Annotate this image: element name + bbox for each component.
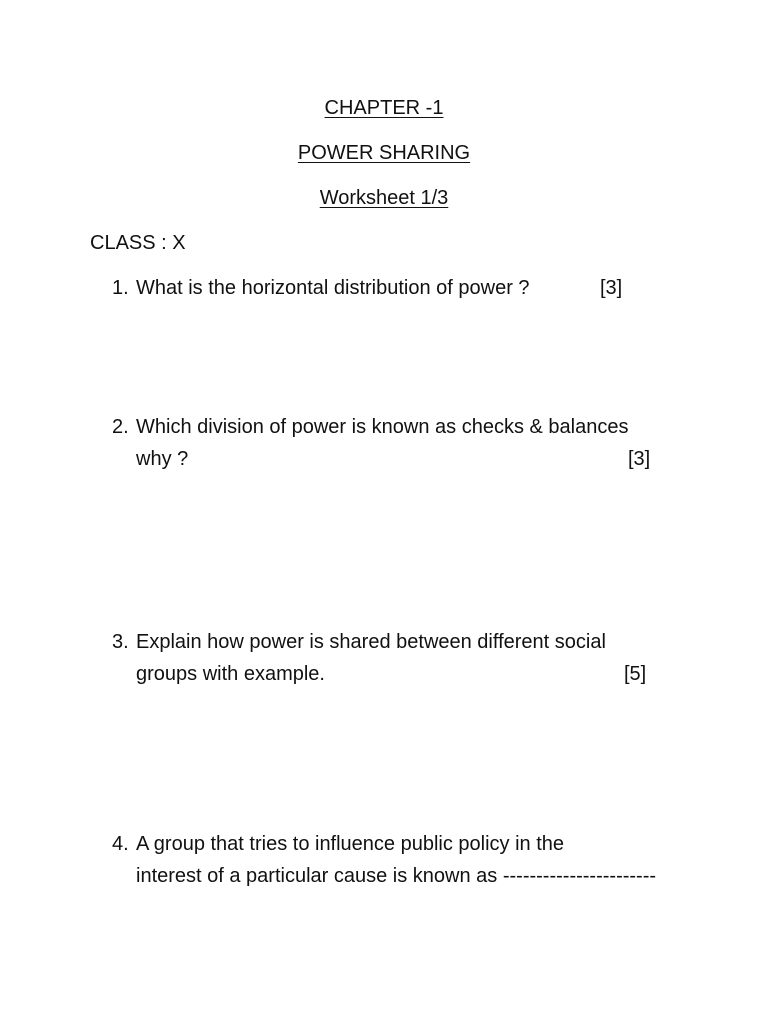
question-text (112, 626, 606, 658)
chapter-heading: CHAPTER -1 (324, 97, 444, 119)
question-text (112, 272, 530, 304)
question-2-marks: [3] (628, 448, 651, 470)
question-number: 1. (112, 277, 129, 299)
question-line-2: why ? (136, 448, 189, 470)
worksheet-label: Worksheet 1/3 (319, 187, 449, 209)
question-text (112, 411, 628, 443)
question-text (112, 828, 656, 860)
chapter-title: POWER SHARING (297, 142, 471, 164)
question-line-1: What is the horizontal distribution of power ? (136, 277, 530, 299)
question-number: 3. (112, 631, 129, 653)
question-3-marks: [5] (624, 663, 647, 685)
question-2 (112, 411, 628, 475)
question-line-2: interest of a particular cause is known as ----------------------- (136, 865, 657, 887)
question-line-1: Explain how power is shared between different social (136, 631, 606, 653)
question-number: 4. (112, 833, 129, 855)
question-number: 2. (112, 416, 129, 438)
question-line-1: A group that tries to influence public policy in the (136, 833, 565, 855)
question-4 (112, 828, 656, 892)
question-1 (112, 272, 530, 304)
question-1-marks: [3] (600, 277, 623, 299)
question-line-2: groups with example. (136, 663, 325, 685)
class-label: CLASS : X (90, 232, 186, 254)
question-3 (112, 626, 606, 690)
question-line-1: Which division of power is known as checks & balances (136, 416, 629, 438)
